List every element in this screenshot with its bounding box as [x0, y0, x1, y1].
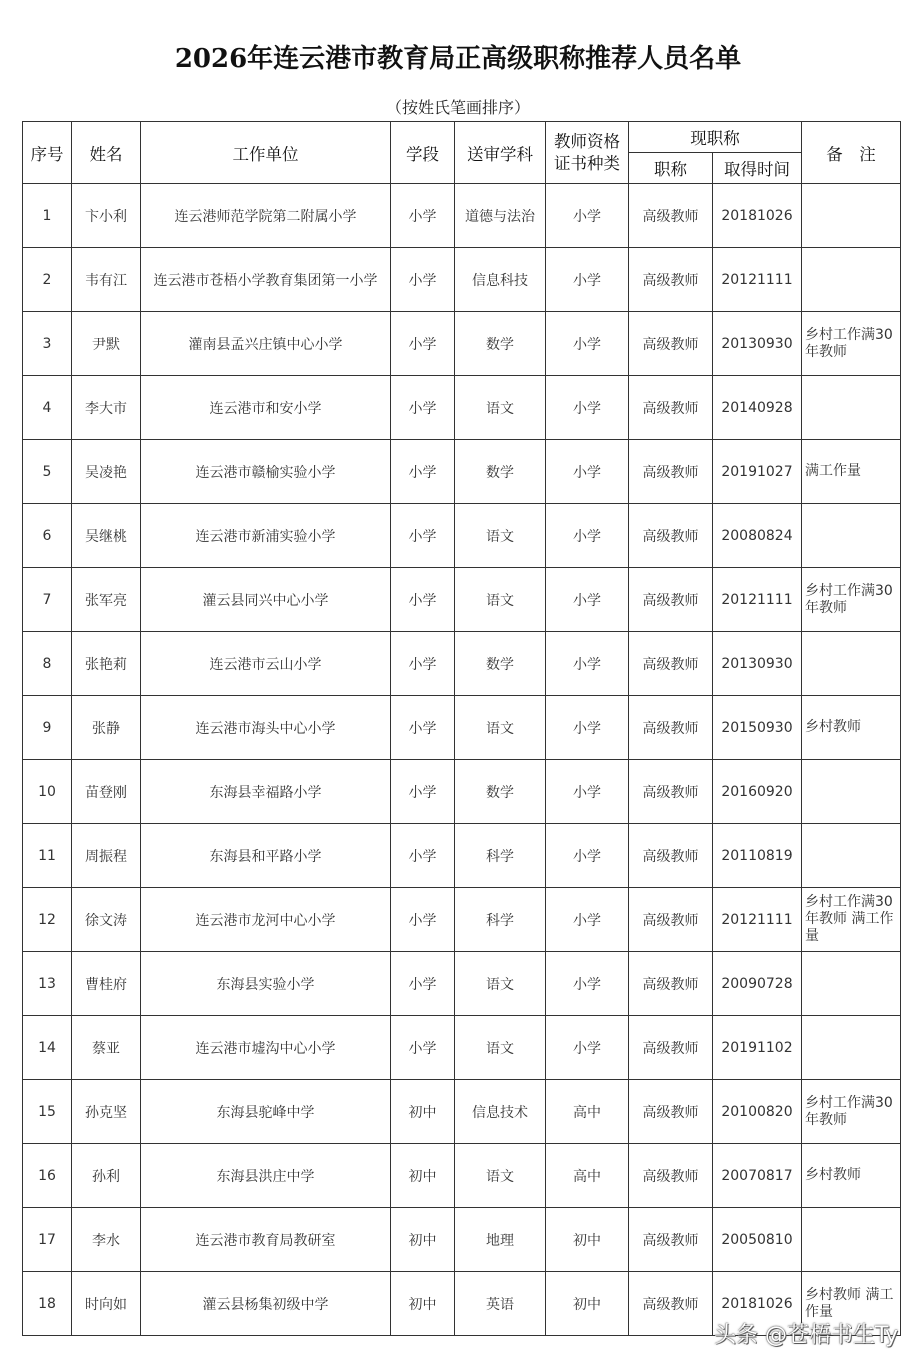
cell-name: 李水 [72, 1208, 141, 1272]
cell-seq: 6 [23, 504, 72, 568]
cell-subject: 语文 [455, 568, 546, 632]
cell-cert: 小学 [546, 376, 629, 440]
cell-unit: 连云港市教育局教研室 [141, 1208, 391, 1272]
cell-date: 20181026 [713, 1272, 802, 1336]
cell-name: 曹桂府 [72, 952, 141, 1016]
table-header [23, 122, 901, 184]
cell-unit: 连云港市赣榆实验小学 [141, 440, 391, 504]
header-subject: 送审学科 [455, 122, 546, 184]
header-current-title-group: 现职称 [629, 122, 802, 153]
cell-seq: 17 [23, 1208, 72, 1272]
cell-cert: 小学 [546, 568, 629, 632]
cell-name: 韦有江 [72, 248, 141, 312]
cell-unit: 连云港市和安小学 [141, 376, 391, 440]
cell-stage: 小学 [391, 888, 455, 952]
cell-title: 高级教师 [629, 1208, 713, 1272]
cell-stage: 小学 [391, 248, 455, 312]
cell-unit: 灌南县孟兴庄镇中心小学 [141, 312, 391, 376]
cell-stage: 小学 [391, 952, 455, 1016]
cell-title: 高级教师 [629, 824, 713, 888]
cell-name: 苗登刚 [72, 760, 141, 824]
cell-title: 高级教师 [629, 568, 713, 632]
cell-subject: 信息科技 [455, 248, 546, 312]
cell-unit: 东海县洪庄中学 [141, 1144, 391, 1208]
cell-subject: 科学 [455, 888, 546, 952]
cell-stage: 小学 [391, 568, 455, 632]
cell-cert: 小学 [546, 1016, 629, 1080]
cell-date: 20080824 [713, 504, 802, 568]
cell-date: 20050810 [713, 1208, 802, 1272]
cell-date: 20130930 [713, 632, 802, 696]
cell-subject: 英语 [455, 1272, 546, 1336]
table-row [23, 248, 901, 312]
page-subtitle: （按姓氏笔画排序） [385, 98, 530, 117]
cell-name: 孙利 [72, 1144, 141, 1208]
cell-stage: 小学 [391, 1016, 455, 1080]
cell-seq: 11 [23, 824, 72, 888]
cell-note [802, 184, 901, 248]
cell-stage: 小学 [391, 824, 455, 888]
cell-cert: 初中 [546, 1208, 629, 1272]
page-title: 2026年连云港市教育局正高级职称推荐人员名单 [174, 44, 742, 74]
cell-note [802, 760, 901, 824]
cell-unit: 东海县实验小学 [141, 952, 391, 1016]
header-date: 取得时间 [713, 153, 802, 184]
cell-subject: 语文 [455, 376, 546, 440]
cell-note: 满工作量 [802, 440, 901, 504]
cell-seq: 16 [23, 1144, 72, 1208]
cell-stage: 初中 [391, 1080, 455, 1144]
cell-name: 徐文涛 [72, 888, 141, 952]
cell-name: 时向如 [72, 1272, 141, 1336]
table-row [23, 888, 901, 952]
cell-title: 高级教师 [629, 248, 713, 312]
cell-unit: 连云港师范学院第二附属小学 [141, 184, 391, 248]
cell-cert: 小学 [546, 888, 629, 952]
cell-subject: 语文 [455, 952, 546, 1016]
cell-seq: 13 [23, 952, 72, 1016]
cell-seq: 12 [23, 888, 72, 952]
cell-seq: 14 [23, 1016, 72, 1080]
cell-subject: 道德与法治 [455, 184, 546, 248]
table-row [23, 312, 901, 376]
cell-note [802, 632, 901, 696]
cell-note [802, 248, 901, 312]
cell-note: 乡村工作满30年教师 满工作量 [802, 888, 901, 952]
table-body [23, 184, 901, 1336]
table-row [23, 760, 901, 824]
cell-unit: 东海县和平路小学 [141, 824, 391, 888]
cell-cert: 小学 [546, 696, 629, 760]
header-note: 备 注 [802, 122, 901, 184]
cell-subject: 语文 [455, 1144, 546, 1208]
cell-title: 高级教师 [629, 1144, 713, 1208]
cell-seq: 8 [23, 632, 72, 696]
cell-unit: 连云港市龙河中心小学 [141, 888, 391, 952]
cell-date: 20150930 [713, 696, 802, 760]
cell-seq: 18 [23, 1272, 72, 1336]
cell-date: 20110819 [713, 824, 802, 888]
cell-date: 20100820 [713, 1080, 802, 1144]
cell-title: 高级教师 [629, 1080, 713, 1144]
cell-unit: 连云港市新浦实验小学 [141, 504, 391, 568]
cell-title: 高级教师 [629, 1272, 713, 1336]
cell-date: 20121111 [713, 568, 802, 632]
cell-stage: 小学 [391, 760, 455, 824]
cell-seq: 1 [23, 184, 72, 248]
cell-date: 20181026 [713, 184, 802, 248]
cell-note [802, 1208, 901, 1272]
cell-name: 吴继桃 [72, 504, 141, 568]
cell-seq: 9 [23, 696, 72, 760]
cell-subject: 信息技术 [455, 1080, 546, 1144]
table-row [23, 1080, 901, 1144]
cell-note [802, 376, 901, 440]
cell-name: 蔡亚 [72, 1016, 141, 1080]
cell-subject: 数学 [455, 312, 546, 376]
cell-title: 高级教师 [629, 696, 713, 760]
header-stage: 学段 [391, 122, 455, 184]
cell-stage: 小学 [391, 312, 455, 376]
cell-stage: 小学 [391, 184, 455, 248]
cell-title: 高级教师 [629, 888, 713, 952]
cell-title: 高级教师 [629, 632, 713, 696]
cell-cert: 小学 [546, 248, 629, 312]
cell-seq: 3 [23, 312, 72, 376]
cell-unit: 东海县驼峰中学 [141, 1080, 391, 1144]
cell-unit: 灌云县杨集初级中学 [141, 1272, 391, 1336]
cell-title: 高级教师 [629, 504, 713, 568]
cell-stage: 小学 [391, 696, 455, 760]
cell-name: 张艳莉 [72, 632, 141, 696]
cell-title: 高级教师 [629, 184, 713, 248]
cell-note [802, 504, 901, 568]
cell-date: 20191027 [713, 440, 802, 504]
cell-stage: 初中 [391, 1208, 455, 1272]
cell-unit: 连云港市海头中心小学 [141, 696, 391, 760]
cell-subject: 数学 [455, 760, 546, 824]
table-row [23, 1144, 901, 1208]
cell-subject: 数学 [455, 632, 546, 696]
cell-note: 乡村教师 [802, 1144, 901, 1208]
cell-cert: 小学 [546, 632, 629, 696]
cell-date: 20090728 [713, 952, 802, 1016]
cell-date: 20121111 [713, 888, 802, 952]
cell-note: 乡村教师 [802, 696, 901, 760]
cell-title: 高级教师 [629, 312, 713, 376]
table-row [23, 184, 901, 248]
header-unit: 工作单位 [141, 122, 391, 184]
cell-title: 高级教师 [629, 376, 713, 440]
cell-stage: 初中 [391, 1144, 455, 1208]
cell-seq: 2 [23, 248, 72, 312]
cell-date: 20160920 [713, 760, 802, 824]
cell-name: 尹默 [72, 312, 141, 376]
cell-note [802, 952, 901, 1016]
watermark: 头条 @苍梧书生Ty [713, 1323, 898, 1348]
cell-name: 卞小利 [72, 184, 141, 248]
cell-unit: 连云港市苍梧小学教育集团第一小学 [141, 248, 391, 312]
cell-date: 20070817 [713, 1144, 802, 1208]
cell-stage: 小学 [391, 632, 455, 696]
header-title: 职称 [629, 153, 713, 184]
cell-cert: 小学 [546, 760, 629, 824]
cell-note [802, 1016, 901, 1080]
table-row [23, 1016, 901, 1080]
cell-title: 高级教师 [629, 440, 713, 504]
table-row [23, 568, 901, 632]
cell-date: 20121111 [713, 248, 802, 312]
cell-date: 20130930 [713, 312, 802, 376]
table-row [23, 632, 901, 696]
cell-note: 乡村工作满30年教师 [802, 1080, 901, 1144]
cell-note: 乡村工作满30年教师 [802, 312, 901, 376]
cell-date: 20140928 [713, 376, 802, 440]
cell-seq: 5 [23, 440, 72, 504]
table-row [23, 824, 901, 888]
cell-note: 乡村工作满30年教师 [802, 568, 901, 632]
cell-date: 20191102 [713, 1016, 802, 1080]
table-row [23, 504, 901, 568]
cell-name: 吴凌艳 [72, 440, 141, 504]
cell-subject: 地理 [455, 1208, 546, 1272]
cell-seq: 7 [23, 568, 72, 632]
cell-cert: 高中 [546, 1080, 629, 1144]
cell-cert: 小学 [546, 440, 629, 504]
cell-subject: 语文 [455, 504, 546, 568]
header-name: 姓名 [72, 122, 141, 184]
cell-cert: 初中 [546, 1272, 629, 1336]
cell-unit: 连云港市墟沟中心小学 [141, 1016, 391, 1080]
cell-note: 乡村教师 满工作量 [802, 1272, 901, 1336]
cell-stage: 小学 [391, 504, 455, 568]
header-seq: 序号 [23, 122, 72, 184]
cell-cert: 小学 [546, 952, 629, 1016]
cell-stage: 小学 [391, 376, 455, 440]
table-row [23, 952, 901, 1016]
cell-name: 周振程 [72, 824, 141, 888]
table-row [23, 376, 901, 440]
table-row [23, 440, 901, 504]
cell-title: 高级教师 [629, 952, 713, 1016]
cell-seq: 10 [23, 760, 72, 824]
cell-unit: 连云港市云山小学 [141, 632, 391, 696]
cell-seq: 4 [23, 376, 72, 440]
cell-stage: 初中 [391, 1272, 455, 1336]
header-cert: 教师资格证书种类 [546, 122, 629, 184]
cell-cert: 小学 [546, 312, 629, 376]
cell-stage: 小学 [391, 440, 455, 504]
cell-title: 高级教师 [629, 1016, 713, 1080]
cell-subject: 语文 [455, 696, 546, 760]
cell-name: 张静 [72, 696, 141, 760]
cell-cert: 高中 [546, 1144, 629, 1208]
cell-note [802, 824, 901, 888]
table-row [23, 696, 901, 760]
cell-cert: 小学 [546, 184, 629, 248]
cell-subject: 语文 [455, 1016, 546, 1080]
cell-subject: 科学 [455, 824, 546, 888]
cell-name: 李大市 [72, 376, 141, 440]
cell-seq: 15 [23, 1080, 72, 1144]
cell-name: 孙克坚 [72, 1080, 141, 1144]
cell-title: 高级教师 [629, 760, 713, 824]
cell-unit: 灌云县同兴中心小学 [141, 568, 391, 632]
cell-cert: 小学 [546, 824, 629, 888]
cell-cert: 小学 [546, 504, 629, 568]
candidate-table [22, 121, 901, 1336]
cell-name: 张军亮 [72, 568, 141, 632]
table-row [23, 1208, 901, 1272]
cell-subject: 数学 [455, 440, 546, 504]
cell-unit: 东海县幸福路小学 [141, 760, 391, 824]
